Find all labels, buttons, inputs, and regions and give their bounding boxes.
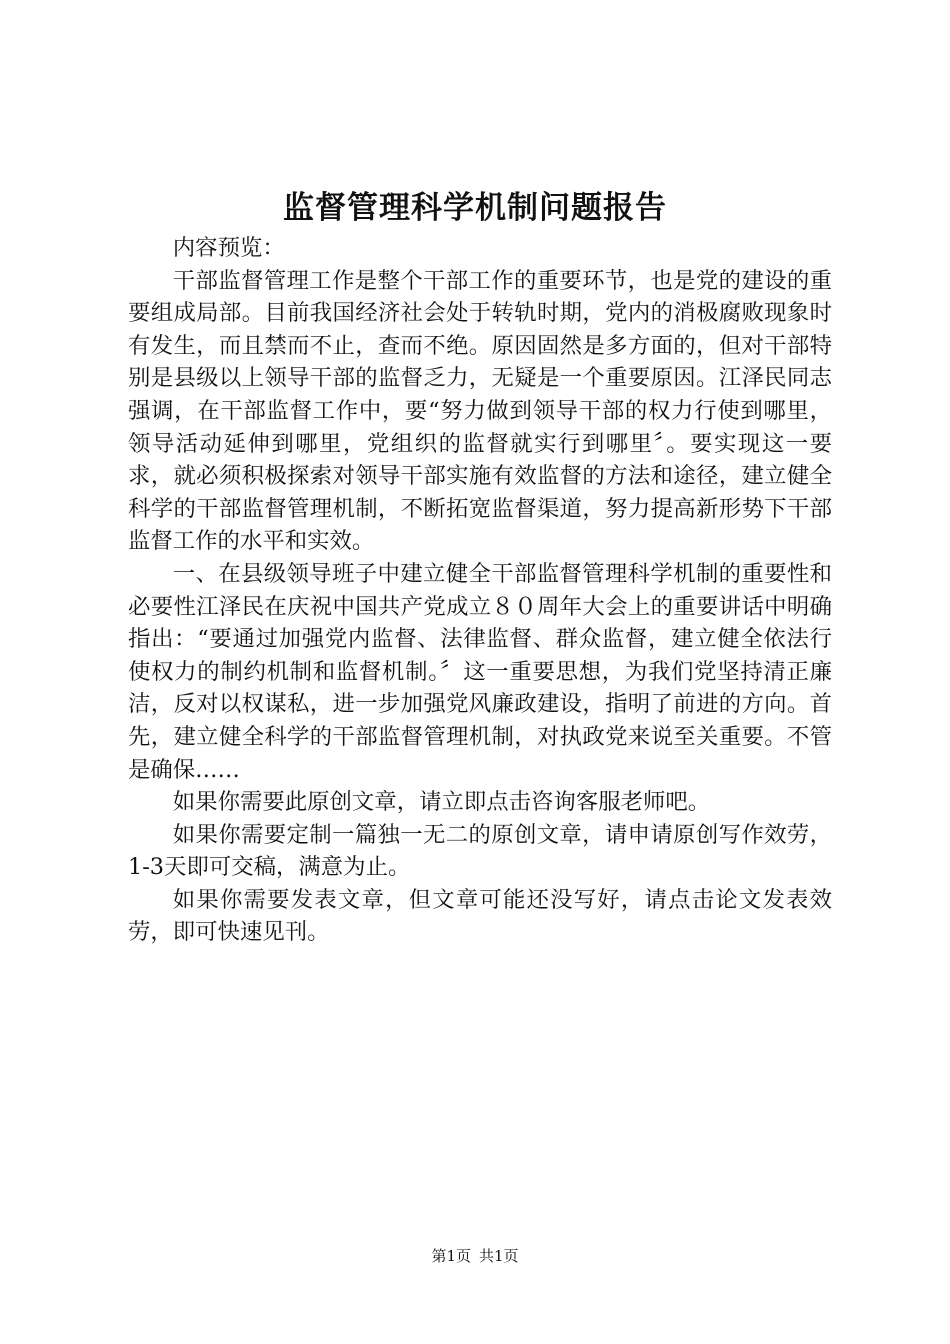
page-footer: [0, 1246, 950, 1266]
document-body: [128, 232, 832, 949]
preview-label: 内容预览：: [172, 235, 285, 261]
paragraph-intro: 干部监督管理工作是整个干部工作的重要环节，也是党的建设的重要组成局部。目前我国经济社会处于转轨时期，党内的消极腐败现象时有发生，而且禁而不止，查而不绝。原因固然是多方面的，但对干部特别是县级以上领导干部的监督乏力，无疑是一个重要原因。江泽民同志强调，在干部监督工作中，要“努力做到领导干部的权力行使到哪里，领导活动延伸到哪里，党组织的监督就实行到哪里〞。要实现这一要求，就必须积极探索对领导干部实施有效监督的方法和途径，建立健全科学的干部监督管理机制，不断拓宽监督渠道，努力提高新形势下干部监督工作的水平和实效。: [128, 267, 832, 555]
page-number-total: 共1页: [479, 1247, 519, 1265]
document-title: 监督管理科学机制问题报告: [283, 190, 667, 226]
paragraph-custom-writing: 如果你需要定制一篇独一无二的原创文章，请申请原创写作效劳，1-3天即可交稿，满意为止。: [128, 821, 832, 881]
paragraph-publish-service: 如果你需要发表文章，但文章可能还没写好，请点击论文发表效劳，即可快速见刊。: [128, 886, 832, 946]
paragraph-contact-service: 如果你需要此原创文章，请立即点击咨询客服老师吧。: [172, 789, 711, 816]
paragraph-section-one: 一、在县级领导班子中建立健全干部监督管理科学机制的重要性和必要性江泽民在庆祝中国共产党成立８０周年大会上的重要讲话中明确指出：“要通过加强党内监督、法律监督、群众监督，建立健全依法行使权力的制约机制和监督机制。〞这一重要思想，为我们党坚持清正廉洁，反对以权谋私，进一步加强党风廉政建设，指明了前进的方向。首先，建立健全科学的干部监督管理机制，对执政党来说至关重要。不管是确保……: [128, 560, 832, 783]
page-number-current: 第1页: [431, 1247, 471, 1265]
